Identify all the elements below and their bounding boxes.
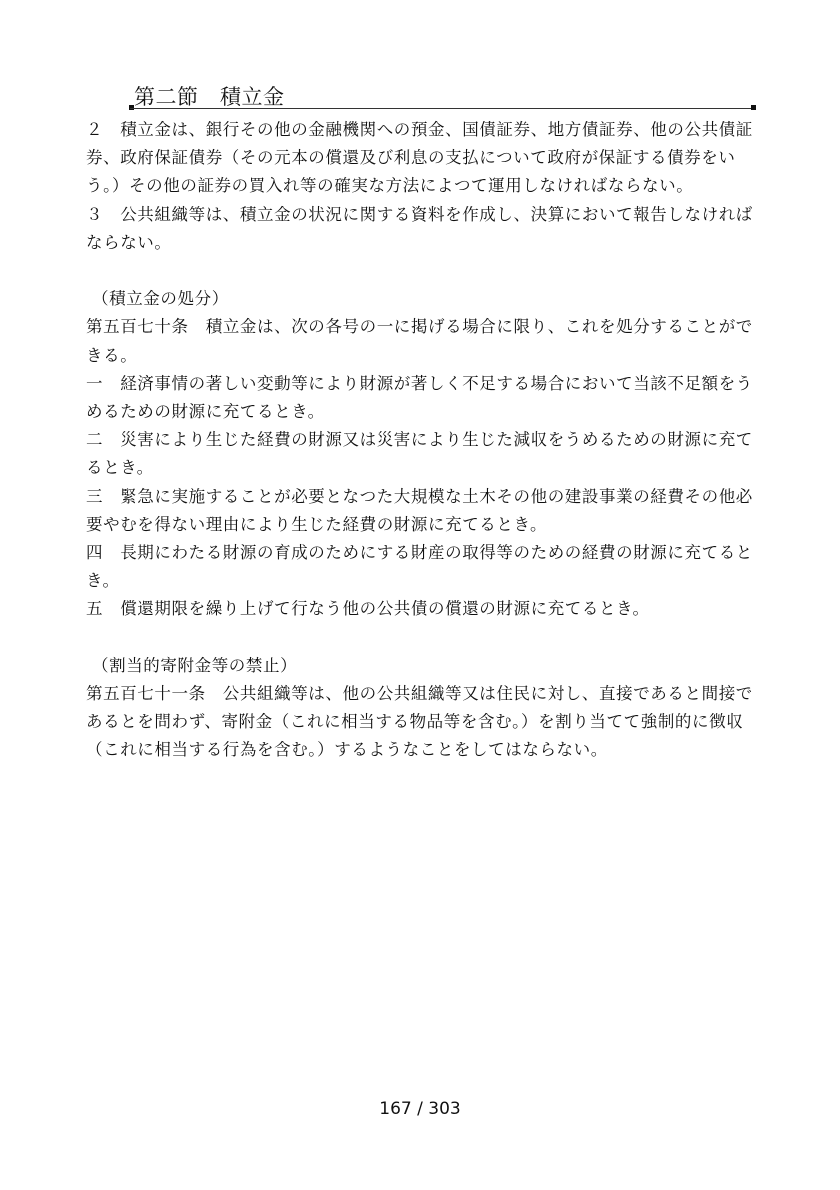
blank-line bbox=[86, 624, 754, 652]
section-heading bbox=[130, 84, 754, 110]
article-571-text: 第五百七十一条 公共組織等は、他の公共組織等又は住民に対し、直接であると間接であるとを問わず、寄附金（これに相当する物品等を含む。）を割り当てて強制的に徴収（これに相当する行為を含む。）するようなことをしてはならない。 bbox=[86, 684, 753, 760]
article-570-caption: （積立金の処分） bbox=[92, 289, 229, 309]
heading-right-marker bbox=[751, 105, 756, 110]
document-body bbox=[86, 116, 754, 765]
article-570-item-3: 三 緊急に実施することが必要となつた大規模な土木その他の建設事業の経費その他必要やむを得ない理由により生じた経費の財源に充てるとき。 bbox=[86, 486, 753, 534]
article-571-caption: （割当的寄附金等の禁止） bbox=[92, 655, 298, 675]
heading-underline bbox=[130, 108, 754, 109]
section-title: 第二節 積立金 bbox=[134, 85, 285, 109]
article-570-text: 第五百七十条 積立金は、次の各号の一に掲げる場合に限り、これを処分することができる。 bbox=[86, 317, 753, 365]
article-570-item-2: 二 災害により生じた経費の財源又は災害により生じた減収をうめるための財源に充てるとき。 bbox=[86, 430, 753, 478]
article-570-item-1: 一 経済事情の著しい変動等により財源が著しく不足する場合において当該不足額をうめるための財源に充てるとき。 bbox=[86, 373, 753, 422]
paragraph-2: ２ 積立金は、銀行その他の金融機関への預金、国債証券、地方債証券、他の公共債証券、政府保証債券（その元本の償還及び利息の支払について政府が保証する債券をいう。）その他の証券の買入れ等の確実な方法によつて運用しなければならない。 bbox=[86, 120, 753, 196]
page-number: 167 / 303 bbox=[379, 1099, 461, 1119]
article-570-item-5: 五 償還期限を繰り上げて行なう他の公共債の償還の財源に充てるとき。 bbox=[86, 599, 650, 619]
blank-line bbox=[86, 257, 754, 285]
article-570-item-4: 四 長期にわたる財源の育成のためにする財産の取得等のための経費の財源に充てるとき。 bbox=[86, 543, 753, 591]
paragraph-3: ３ 公共組織等は、積立金の状況に関する資料を作成し、決算において報告しなければならない。 bbox=[86, 204, 753, 252]
